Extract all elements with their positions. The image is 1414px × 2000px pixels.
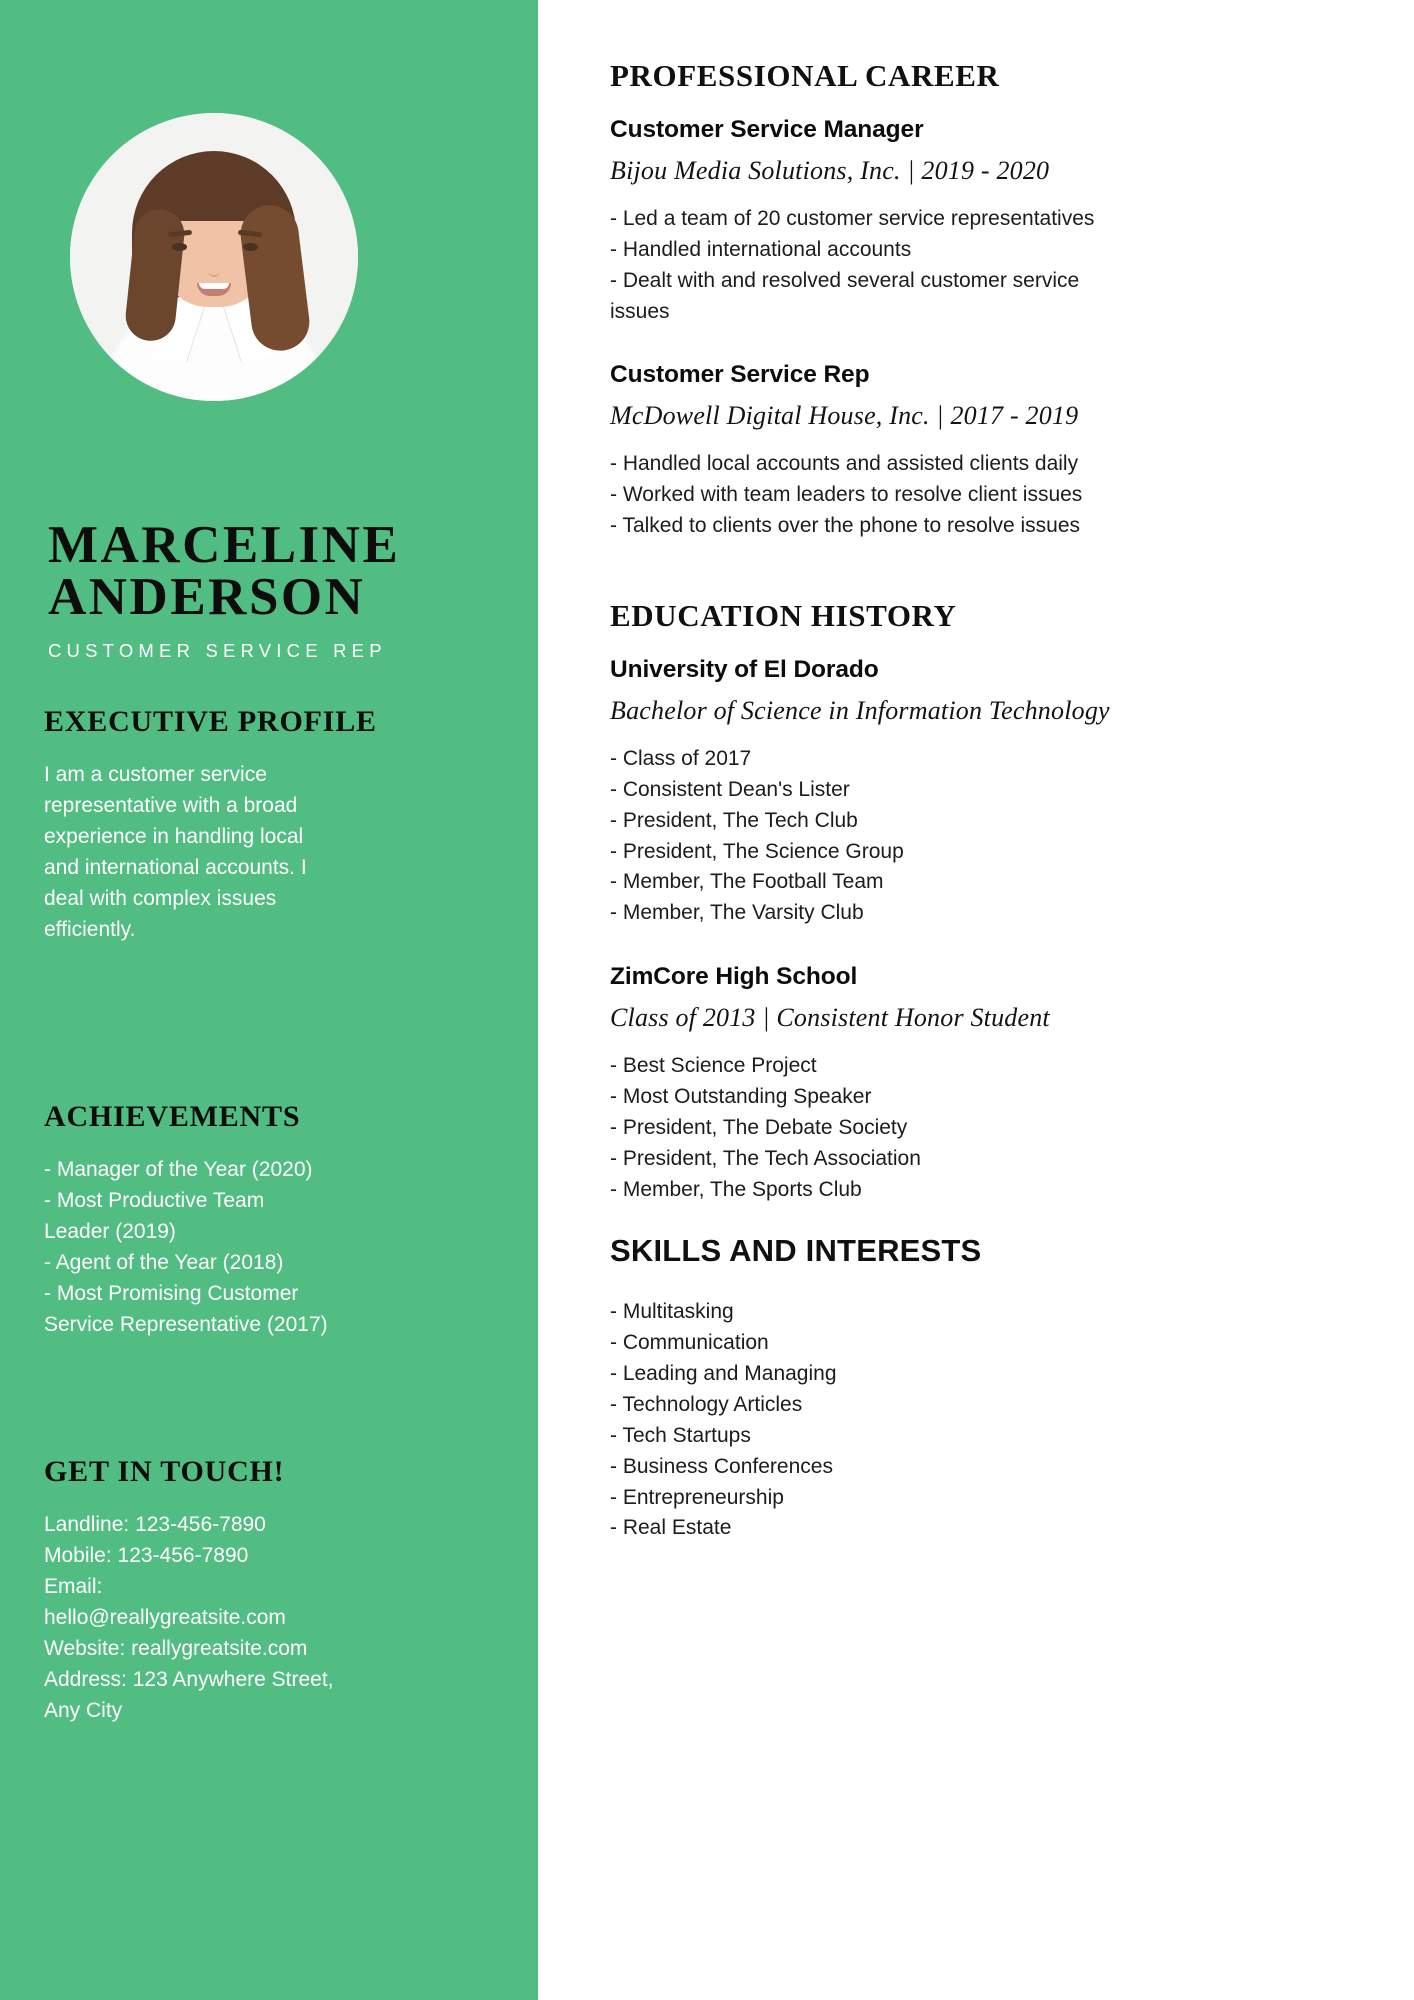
- name-line-2: ANDERSON: [48, 567, 366, 626]
- profile-line: and international accounts. I: [44, 856, 307, 880]
- contact-heading: GET IN TOUCH!: [44, 1455, 285, 1488]
- skill-item: - Entrepreneurship: [610, 1485, 784, 1509]
- job-entry: [610, 116, 1310, 327]
- profile-line: deal with complex issues: [44, 887, 277, 911]
- section-achievements: [44, 1100, 384, 1340]
- job-bullet: - Handled international accounts: [610, 237, 912, 261]
- job-bullet: - Led a team of 20 customer service representatives: [610, 207, 1095, 230]
- school-name: University of El Dorado: [610, 656, 879, 684]
- executive-profile-body: [44, 759, 384, 945]
- skill-item: - Business Conferences: [610, 1454, 833, 1478]
- eye-right: [243, 243, 258, 251]
- contact-address-line-1: Address: 123 Anywhere Street,: [44, 1668, 334, 1692]
- section-contact: [44, 1455, 384, 1727]
- contact-website[interactable]: Website: reallygreatsite.com: [44, 1637, 308, 1661]
- job-org-dates: McDowell Digital House, Inc. | 2017 - 2019: [610, 401, 1079, 431]
- achievements-body: [44, 1154, 384, 1340]
- school-bullet: - Consistent Dean's Lister: [610, 777, 850, 801]
- job-role: Customer Service Manager: [610, 116, 924, 143]
- skill-item: - Technology Articles: [610, 1393, 803, 1417]
- section-executive-profile: [44, 705, 384, 945]
- skill-item: - Tech Startups: [610, 1423, 751, 1447]
- education-history-heading: EDUCATION HISTORY: [610, 598, 957, 634]
- contact-email-value[interactable]: hello@reallygreatsite.com: [44, 1606, 286, 1630]
- executive-profile-heading: EXECUTIVE PROFILE: [44, 705, 377, 738]
- name-line-1: MARCELINE: [48, 516, 401, 574]
- teeth: [199, 283, 229, 289]
- skills-and-interests-heading: SKILLS AND INTERESTS: [610, 1233, 982, 1269]
- profile-line: efficiently.: [44, 918, 136, 942]
- school-detail: Bachelor of Science in Information Technology: [610, 696, 1110, 726]
- school-bullet: - Class of 2017: [610, 747, 752, 771]
- avatar: [70, 113, 358, 401]
- school-bullet: - Best Science Project: [610, 1054, 817, 1078]
- school-bullet: - Member, The Sports Club: [610, 1177, 862, 1201]
- eye-left: [172, 243, 187, 251]
- skill-item: - Communication: [610, 1331, 769, 1355]
- education-entry: [610, 963, 1310, 1205]
- skill-item: - Multitasking: [610, 1300, 734, 1324]
- section-professional-career: [610, 58, 1310, 542]
- achievement-line: Leader (2019): [44, 1220, 176, 1244]
- skill-item: - Leading and Managing: [610, 1362, 837, 1386]
- profile-line: I am a customer service: [44, 763, 267, 786]
- school-bullet: - President, The Tech Club: [610, 808, 858, 832]
- contact-address-line-2: Any City: [44, 1699, 123, 1723]
- contact-email-label: Email:: [44, 1575, 103, 1599]
- main-content: [610, 0, 1310, 1544]
- nose: [208, 261, 220, 277]
- contact-body: [44, 1509, 384, 1727]
- professional-career-heading: PROFESSIONAL CAREER: [610, 58, 1000, 93]
- job-role: Customer Service Rep: [610, 361, 870, 389]
- job-bullets: [610, 449, 1310, 542]
- job-bullet: - Worked with team leaders to resolve client issues: [610, 483, 1083, 507]
- job-bullets: [610, 204, 1310, 327]
- profile-line: experience in handling local: [44, 825, 304, 849]
- achievement-line: - Most Productive Team: [44, 1189, 265, 1213]
- name-block: [48, 516, 488, 662]
- achievement-line: Service Representative (2017): [44, 1313, 328, 1337]
- section-skills-and-interests: [610, 1233, 1310, 1544]
- job-bullet: - Talked to clients over the phone to resolve issues: [610, 514, 1081, 538]
- job-bullet: - Handled local accounts and assisted clients daily: [610, 452, 1079, 476]
- skills-list: [610, 1297, 1310, 1544]
- profile-line: representative with a broad: [44, 794, 298, 818]
- school-detail: Class of 2013 | Consistent Honor Student: [610, 1003, 1050, 1033]
- achievement-line: - Manager of the Year (2020): [44, 1158, 313, 1181]
- school-bullet: - President, The Science Group: [610, 839, 904, 863]
- education-entry: [610, 656, 1310, 929]
- school-bullet: - President, The Debate Society: [610, 1115, 908, 1139]
- school-bullets: [610, 1051, 1310, 1205]
- school-bullet: - President, The Tech Association: [610, 1146, 921, 1170]
- job-title: CUSTOMER SERVICE REP: [48, 639, 387, 661]
- achievement-line: - Agent of the Year (2018): [44, 1251, 284, 1275]
- page-title: [48, 516, 488, 626]
- skill-item: - Real Estate: [610, 1516, 732, 1540]
- achievements-heading: ACHIEVEMENTS: [44, 1100, 301, 1133]
- job-bullet: issues: [610, 299, 670, 323]
- school-bullets: [610, 744, 1310, 929]
- school-bullet: - Most Outstanding Speaker: [610, 1085, 872, 1109]
- school-bullet: - Member, The Varsity Club: [610, 901, 864, 925]
- achievement-line: - Most Promising Customer: [44, 1282, 299, 1306]
- school-bullet: - Member, The Football Team: [610, 870, 884, 894]
- job-org-dates: Bijou Media Solutions, Inc. | 2019 - 2020: [610, 156, 1050, 185]
- contact-landline: Landline: 123-456-7890: [44, 1513, 266, 1536]
- job-entry: [610, 361, 1310, 542]
- sidebar-panel: [0, 0, 538, 2000]
- school-name: ZimCore High School: [610, 963, 858, 991]
- job-bullet: - Dealt with and resolved several customer service: [610, 268, 1080, 292]
- section-education-history: [610, 598, 1310, 1205]
- contact-mobile: Mobile: 123-456-7890: [44, 1544, 249, 1568]
